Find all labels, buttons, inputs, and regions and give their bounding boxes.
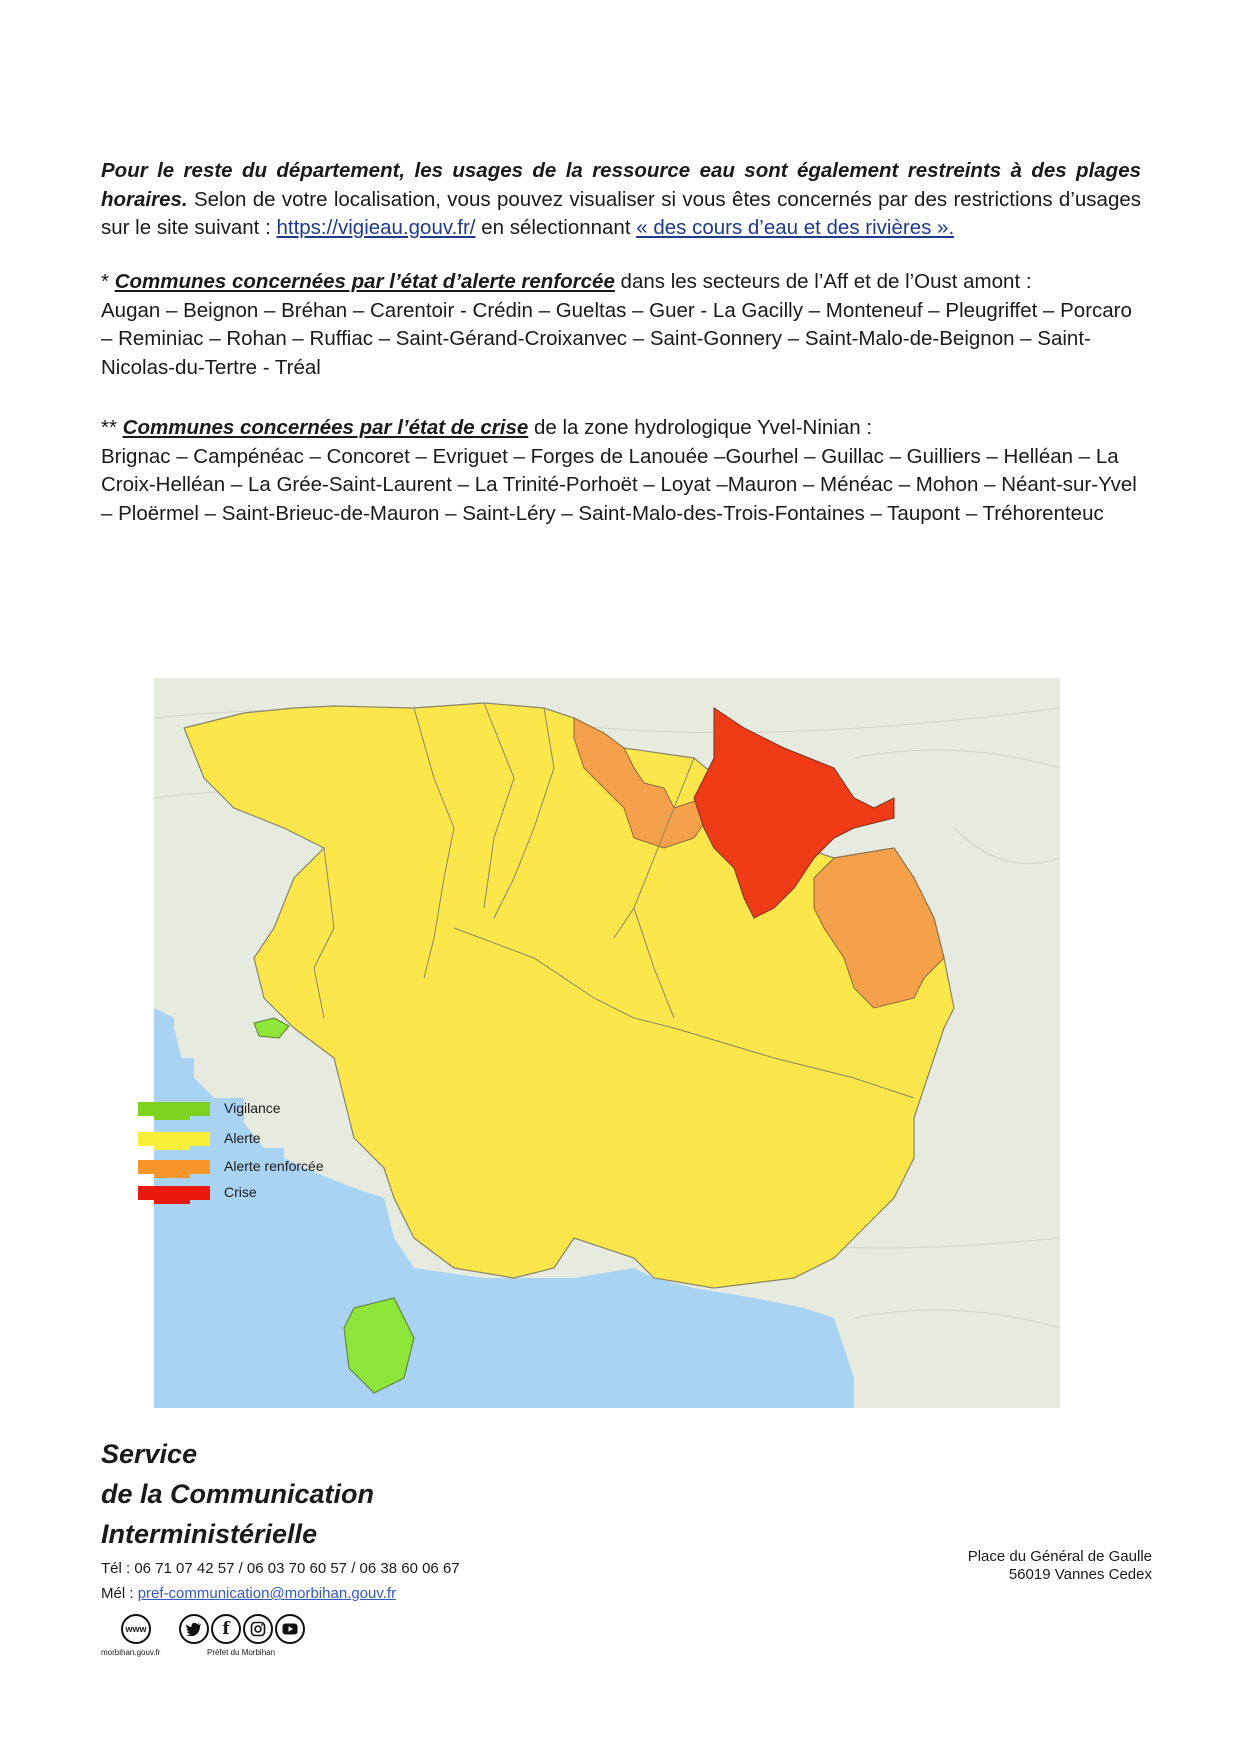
facebook-icon[interactable]: f [211, 1614, 241, 1644]
crise-prefix: ** [101, 416, 123, 439]
legend-label-vigilance: Vigilance [224, 1100, 281, 1116]
contact-email-line [101, 1585, 396, 1602]
service-line-3: Interministérielle [101, 1519, 318, 1549]
alerte-communes: Augan – Beignon – Bréhan – Carentoir - Crédin – Gueltas – Guer - La Gacilly – Monteneuf – Pleugriffet – Porcaro – Reminiac – Rohan – Ruffiac – Saint-Gérand-Croixanvec – Saint-Gonnery – Saint-Malo-de-Beignon – Saint-Nicolas-du-Tertre - Tréal [101, 298, 1132, 379]
legend-box-alerte [138, 1132, 210, 1146]
address-line-1: Place du Général de Gaulle [967, 1548, 1152, 1565]
site-label: morbihan.gouv.fr [101, 1648, 161, 1657]
alerte-prefix: * [101, 270, 115, 293]
youtube-icon[interactable] [275, 1614, 305, 1644]
service-line-1: Service [101, 1439, 198, 1469]
legend-label-alerte: Alerte [224, 1130, 261, 1146]
crise-communes: Brignac – Campénéac – Concoret – Evriguet – Forges de Lanouée –Gourhel – Guillac – Guilliers – Helléan – La Croix-Helléan – La Grée-Saint-Laurent – La Trinité-Porhoët – Loyat –Mauron – Ménéac – Mohon – Néant-sur-Yvel – Ploërmel – Saint-Brieuc-de-Mauron – Saint-Léry – Saint-Malo-des-Trois-Fontaines – Taupont – Tréhorenteuc [101, 444, 1137, 525]
alerte-heading: Communes concernées par l’état d’alerte renforcée [114, 270, 615, 293]
cours-eau-link[interactable]: « des cours d’eau et des rivières ». [636, 216, 955, 239]
intro-between-text: en sélectionnant [475, 216, 637, 239]
restriction-map [154, 678, 1060, 1408]
alerte-renforcee-paragraph [101, 268, 1141, 382]
crise-heading: Communes concernées par l’état de crise [122, 416, 529, 439]
email-link[interactable]: pref-communication@morbihan.gouv.fr [137, 1585, 397, 1602]
alerte-suffix: dans les secteurs de l’Aff et de l’Oust amont : [614, 270, 1032, 293]
service-title [101, 1434, 374, 1554]
legend-box-renforcee [138, 1160, 210, 1174]
legend-box-crise [138, 1186, 210, 1200]
vigieau-link[interactable]: https://vigieau.gouv.fr/ [276, 216, 476, 239]
twitter-icon[interactable] [179, 1614, 209, 1644]
intro-bold-text: Pour le reste du département, les usages de la ressource eau sont également restreints à des plages horaires. [101, 159, 1141, 211]
legend-box-vigilance [138, 1102, 210, 1116]
instagram-icon[interactable] [243, 1614, 273, 1644]
intro-paragraph [101, 157, 1141, 243]
address-line-2: 56019 Vannes Cedex [1008, 1566, 1152, 1583]
intro-text: Selon de votre localisation, vous pouvez visualiser si vous êtes concernés par des restrictions d’usages sur le site suivant : [101, 187, 1141, 239]
www-icon[interactable]: www [121, 1614, 151, 1644]
crise-paragraph [101, 414, 1141, 528]
crise-suffix: de la zone hydrologique Yvel-Ninian : [528, 416, 873, 439]
prefet-label: Préfet du Morbihan [207, 1648, 276, 1657]
contact-phone: Tél : 06 71 07 42 57 / 06 03 70 60 57 / 06 38 60 06 67 [101, 1560, 460, 1577]
legend-label-crise: Crise [224, 1184, 257, 1200]
address [968, 1548, 1152, 1584]
legend-label-renforcee: Alerte renforcée [224, 1158, 324, 1174]
service-line-2: de la Communication [101, 1479, 375, 1509]
map-svg [154, 678, 1060, 1408]
email-label: Mél : [101, 1585, 138, 1602]
